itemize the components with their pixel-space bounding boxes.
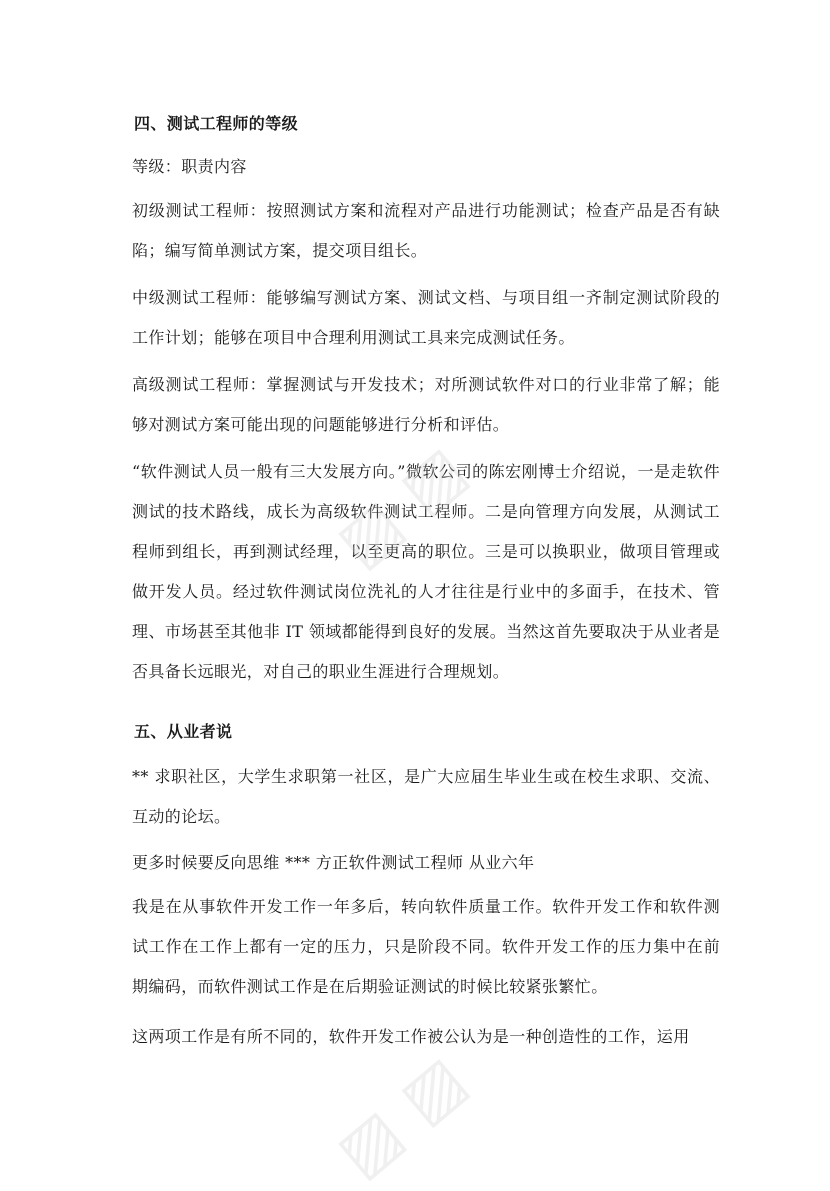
practitioner-subtitle: 更多时候要反向思维 *** 方正软件测试工程师 从业六年 xyxy=(132,853,535,872)
forum-paragraph: ** 求职社区，大学生求职第一社区，是广大应届生毕业生或在校生求职、交流、互动的论坛。 xyxy=(132,767,720,826)
section-5-heading: 五、从业者说 xyxy=(134,722,233,741)
career-paths-paragraph: “软件测试人员一般有三大发展方向。”微软公司的陈宏刚博士介绍说，一是走软件测试的技术路线，成长为高级软件测试工程师。二是向管理方向发展，从测试工程师到组长，再到测试经理，以至更高的职位。三是可以换职业，做项目管理或做开发人员。经过软件测试岗位洗礼的人才往往是行业中的多面手，在技术、管理、市场甚至其他非 IT 领域都能得到良好的发展。当然这首先要取决于从业者是否具备长远眼光，对自己的职业生涯进行合理规划。 xyxy=(132,462,720,681)
practitioner-paragraph-2: 这两项工作是有所不同的，软件开发工作被公认为是一种创造性的工作，运用 xyxy=(132,1027,690,1046)
section-4-heading: 四、测试工程师的等级 xyxy=(134,114,299,133)
middle-engineer-paragraph: 中级测试工程师：能够编写测试方案、测试文档、与项目组一齐制定测试阶段的工作计划；能够在项目中合理利用测试工具来完成测试任务。 xyxy=(132,288,720,347)
junior-engineer-paragraph: 初级测试工程师：按照测试方案和流程对产品进行功能测试；检查产品是否有缺陷；编写简单测试方案，提交项目组长。 xyxy=(132,201,720,260)
senior-engineer-paragraph: 高级测试工程师：掌握测试与开发技术；对所测试软件对口的行业非常了解；能够对测试方案可能出现的问题能够进行分析和评估。 xyxy=(132,375,720,434)
watermark-mark: ▨ ▨ xyxy=(322,432,481,582)
level-label: 等级：职责内容 xyxy=(132,157,247,176)
practitioner-paragraph-1: 我是在从事软件开发工作一年多后，转向软件质量工作。软件开发工作和软件测试工作在工作上都有一定的压力，只是阶段不同。软件开发工作的压力集中在前期编码，而软件测试工作是在后期验证测试的时候比较紧张繁忙。 xyxy=(132,897,720,996)
watermark-mark-bottom: ▨ ▨ xyxy=(322,1042,481,1191)
